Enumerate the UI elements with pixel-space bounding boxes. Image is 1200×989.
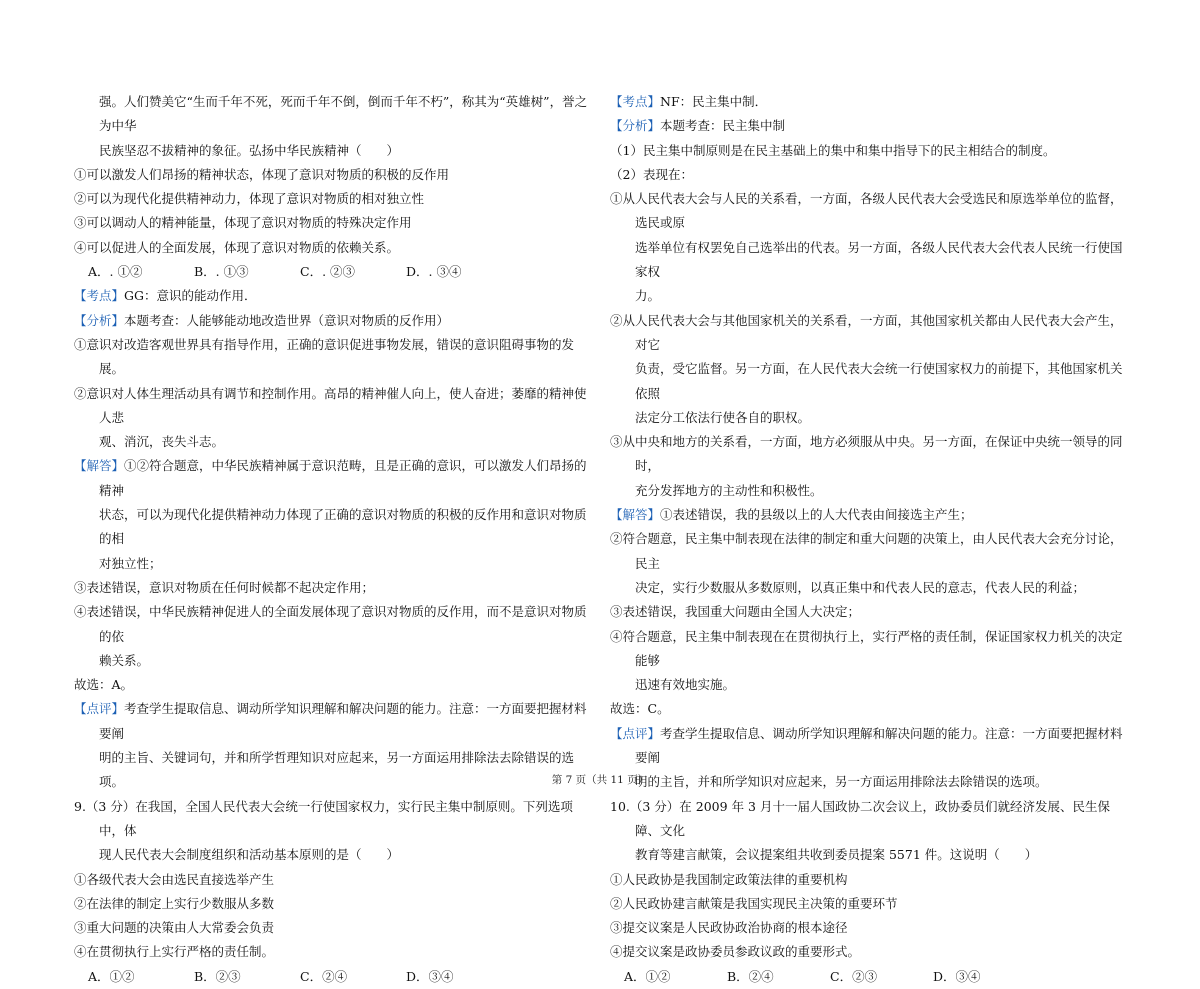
q8-stem-line: 强。人们赞美它“生而千年不死，死而千年不倒，倒而千年不朽”，称其为“英雄树”，誉之为中华	[99, 94, 588, 134]
q9-item: ②在法律的制定上实行少数服从多数	[74, 895, 275, 911]
right-column	[610, 90, 1132, 989]
dianping-tag: 【点评】	[74, 701, 125, 717]
fenxi-tag: 【分析】	[74, 312, 125, 328]
q10-option-a: A．①②	[624, 968, 671, 984]
q8-option-a: A．. ①②	[88, 264, 143, 280]
q9-item: ①各级代表大会由选民直接选举产生	[74, 871, 275, 887]
q10-stem: 10.（3 分）在 2009 年 3 月十一届人国政协二次会议上，政协委员们就经济发展、民生保障、文化	[610, 798, 1110, 838]
fenxi-cont: 选举单位有权罢免自己选举出的代表。另一方面，各级人民代表大会代表人民统一行使国家权	[635, 239, 1123, 280]
q8-option-c: C．. ②③	[300, 264, 356, 280]
fenxi-cont: 充分发挥地方的主动性和积极性。	[635, 482, 823, 498]
dianping-line	[74, 697, 594, 746]
q9-item: ③重大问题的决策由人大常委会负责	[74, 920, 275, 936]
q9-option-b: B．②③	[194, 968, 241, 984]
fenxi-point: ①从人民代表大会与人民的关系看，一方面，各级人民代表大会受选民和原选举单位的监督，选民或原	[610, 191, 1123, 231]
q10-option-c: C．②③	[830, 968, 878, 984]
fenxi-cont: 法定分工依法行使各自的职权。	[635, 409, 811, 425]
fenxi-point: ②意识对人体生理活动具有调节和控制作用。高昂的精神催人向上，使人奋进；萎靡的精神使人悲	[74, 385, 587, 425]
q9-stem: 9.（3 分）在我国，全国人民代表大会统一行使国家权力，实行民主集中制原则。下列选项中，体	[74, 798, 573, 838]
q8-stem-line: 民族坚忍不拔精神的象征。弘扬中华民族精神（ ）	[99, 142, 400, 158]
jieda-line	[74, 454, 594, 503]
dianping-line	[610, 722, 1132, 771]
fenxi-point: （1）民主集中制原则是在民主基础上的集中和集中指导下的民主相结合的制度。	[610, 142, 1056, 158]
kaodian-text: GG：意识的能动作用．	[124, 288, 257, 304]
fenxi-point: ②从人民代表大会与其他国家机关的关系看，一方面，其他国家机关都由人民代表大会产生，对它	[610, 312, 1123, 352]
q8-options	[74, 260, 594, 284]
dianping-text: 考查学生提取信息、调动所学知识理解和解决问题的能力。注意：一方面要把握材料要阐	[635, 725, 1123, 766]
jieda-point: ④表述错误，中华民族精神促进人的全面发展体现了意识对物质的反作用，而不是意识对物质的依	[74, 604, 587, 644]
fenxi-point-cont: 观、消沉，丧失斗志。	[99, 434, 225, 450]
fenxi-point: ①意识对改造客观世界具有指导作用，正确的意识促进事物发展，错误的意识阻碍事物的发展。	[74, 336, 575, 377]
dianping-text: 考查学生提取信息、调动所学知识理解和解决问题的能力。注意：一方面要把握材料要阐	[99, 701, 587, 741]
jieda-cont: 迅速有效地实施。	[635, 677, 736, 693]
q8-item: ③可以调动人的精神能量，体现了意识对物质的特殊决定作用	[74, 215, 412, 231]
jieda-point: ③表述错误，我国重大问题由全国人大决定；	[610, 604, 861, 620]
jieda-text: ①②符合题意，中华民族精神属于意识范畴，且是正确的意识，可以激发人们昂扬的精神	[99, 458, 587, 498]
q9-option-a: A．①②	[88, 968, 135, 984]
q10-option-d: D．③④	[933, 968, 981, 984]
fenxi-point: （2）表现在：	[610, 166, 693, 182]
jieda-point: ②符合题意，民主集中制表现在法律的制定和重大问题的决策上，由人民代表大会充分讨论，民主	[610, 531, 1123, 571]
q8-option-b: B．. ①③	[194, 264, 249, 280]
fenxi-cont: 力。	[635, 288, 661, 304]
fenxi-point: ③从中央和地方的关系看，一方面，地方必须服从中央。另一方面，在保证中央统一领导的同时，	[610, 434, 1123, 474]
q8-item: ④可以促进人的全面发展，体现了意识对物质的依赖关系。	[74, 239, 400, 255]
answer-line: 故选：A。	[74, 677, 134, 693]
q10-item: ②人民政协建言献策是我国实现民主决策的重要环节	[610, 895, 898, 911]
answer-line: 故选：C。	[610, 701, 670, 717]
q9-item: ④在贯彻执行上实行严格的责任制。	[74, 944, 275, 960]
fenxi-line	[74, 309, 594, 333]
kaodian-tag: 【考点】	[74, 288, 125, 304]
q9-option-d: D．③④	[406, 968, 454, 984]
q8-option-d: D．. ③④	[406, 264, 462, 280]
jieda-point: ③表述错误，意识对物质在任何时候都不起决定作用；	[74, 579, 375, 595]
q10-option-b: B．②④	[727, 968, 774, 984]
kaodian-tag: 【考点】	[610, 94, 661, 109]
q10-item: ④提交议案是政协委员参政议政的重要形式。	[610, 944, 861, 960]
dianping-tag: 【点评】	[610, 725, 661, 741]
fenxi-text: 本题考查：人能够能动地改造世界（意识对物质的反作用）	[124, 312, 450, 328]
jieda-tag: 【解答】	[610, 507, 661, 523]
q9-options	[74, 965, 594, 989]
fenxi-cont: 负责，受它监督。另一方面，在人民代表大会统一行使国家权力的前提下，其他国家机关依照	[635, 361, 1123, 401]
fenxi-tag: 【分析】	[610, 118, 661, 134]
fenxi-text: 本题考查：民主集中制	[660, 118, 786, 134]
jieda-cont: 状态，可以为现代化提供精神动力体现了正确的意识对物质的积极的反作用和意识对物质的相	[99, 507, 587, 547]
left-column	[74, 90, 594, 989]
q10-item: ③提交议案是人民政协政治协商的根本途径	[610, 920, 848, 936]
dianping-cont: 明的主旨，并和所学知识对应起来，另一方面运用排除法去除错误的选项。	[635, 774, 1048, 790]
q10-stem-cont: 教育等建言献策，会议提案组共收到委员提案 5571 件。这说明（ ）	[635, 847, 1038, 863]
jieda-cont: 赖关系。	[99, 652, 150, 668]
jieda-cont: 对独立性；	[99, 555, 162, 571]
jieda-text: ①表述错误，我的县级以上的人大代表由间接选主产生；	[660, 507, 973, 523]
dianping-cont: 明的主旨、关键词句，并和所学哲理知识对应起来，另一方面运用排除法去除错误的选项。	[99, 750, 575, 790]
jieda-tag: 【解答】	[74, 458, 125, 474]
q8-item: ①可以激发人们昂扬的精神状态，体现了意识对物质的积极的反作用	[74, 166, 450, 182]
q10-item: ①人民政协是我国制定政策法律的重要机构	[610, 871, 848, 887]
kaodian-line	[74, 284, 594, 308]
q9-option-c: C．②④	[300, 968, 348, 984]
kaodian-line	[610, 90, 1132, 114]
fenxi-line	[610, 114, 1132, 138]
q8-item: ②可以为现代化提供精神动力，体现了意识对物质的相对独立性	[74, 191, 425, 207]
jieda-line	[610, 503, 1132, 527]
jieda-point: ④符合题意，民主集中制表现在在贯彻执行上，实行严格的责任制，保证国家权力机关的决定能够	[610, 628, 1123, 668]
jieda-cont: 决定，实行少数服从多数原则，以真正集中和代表人民的意志，代表人民的利益；	[635, 579, 1086, 595]
q10-options	[610, 965, 1132, 989]
kaodian-text: NF：民主集中制．	[660, 94, 768, 109]
q9-stem-cont: 现人民代表大会制度组织和活动基本原则的是（ ）	[99, 847, 400, 863]
page-footer: 第 7 页（共 11 页）	[551, 774, 649, 786]
